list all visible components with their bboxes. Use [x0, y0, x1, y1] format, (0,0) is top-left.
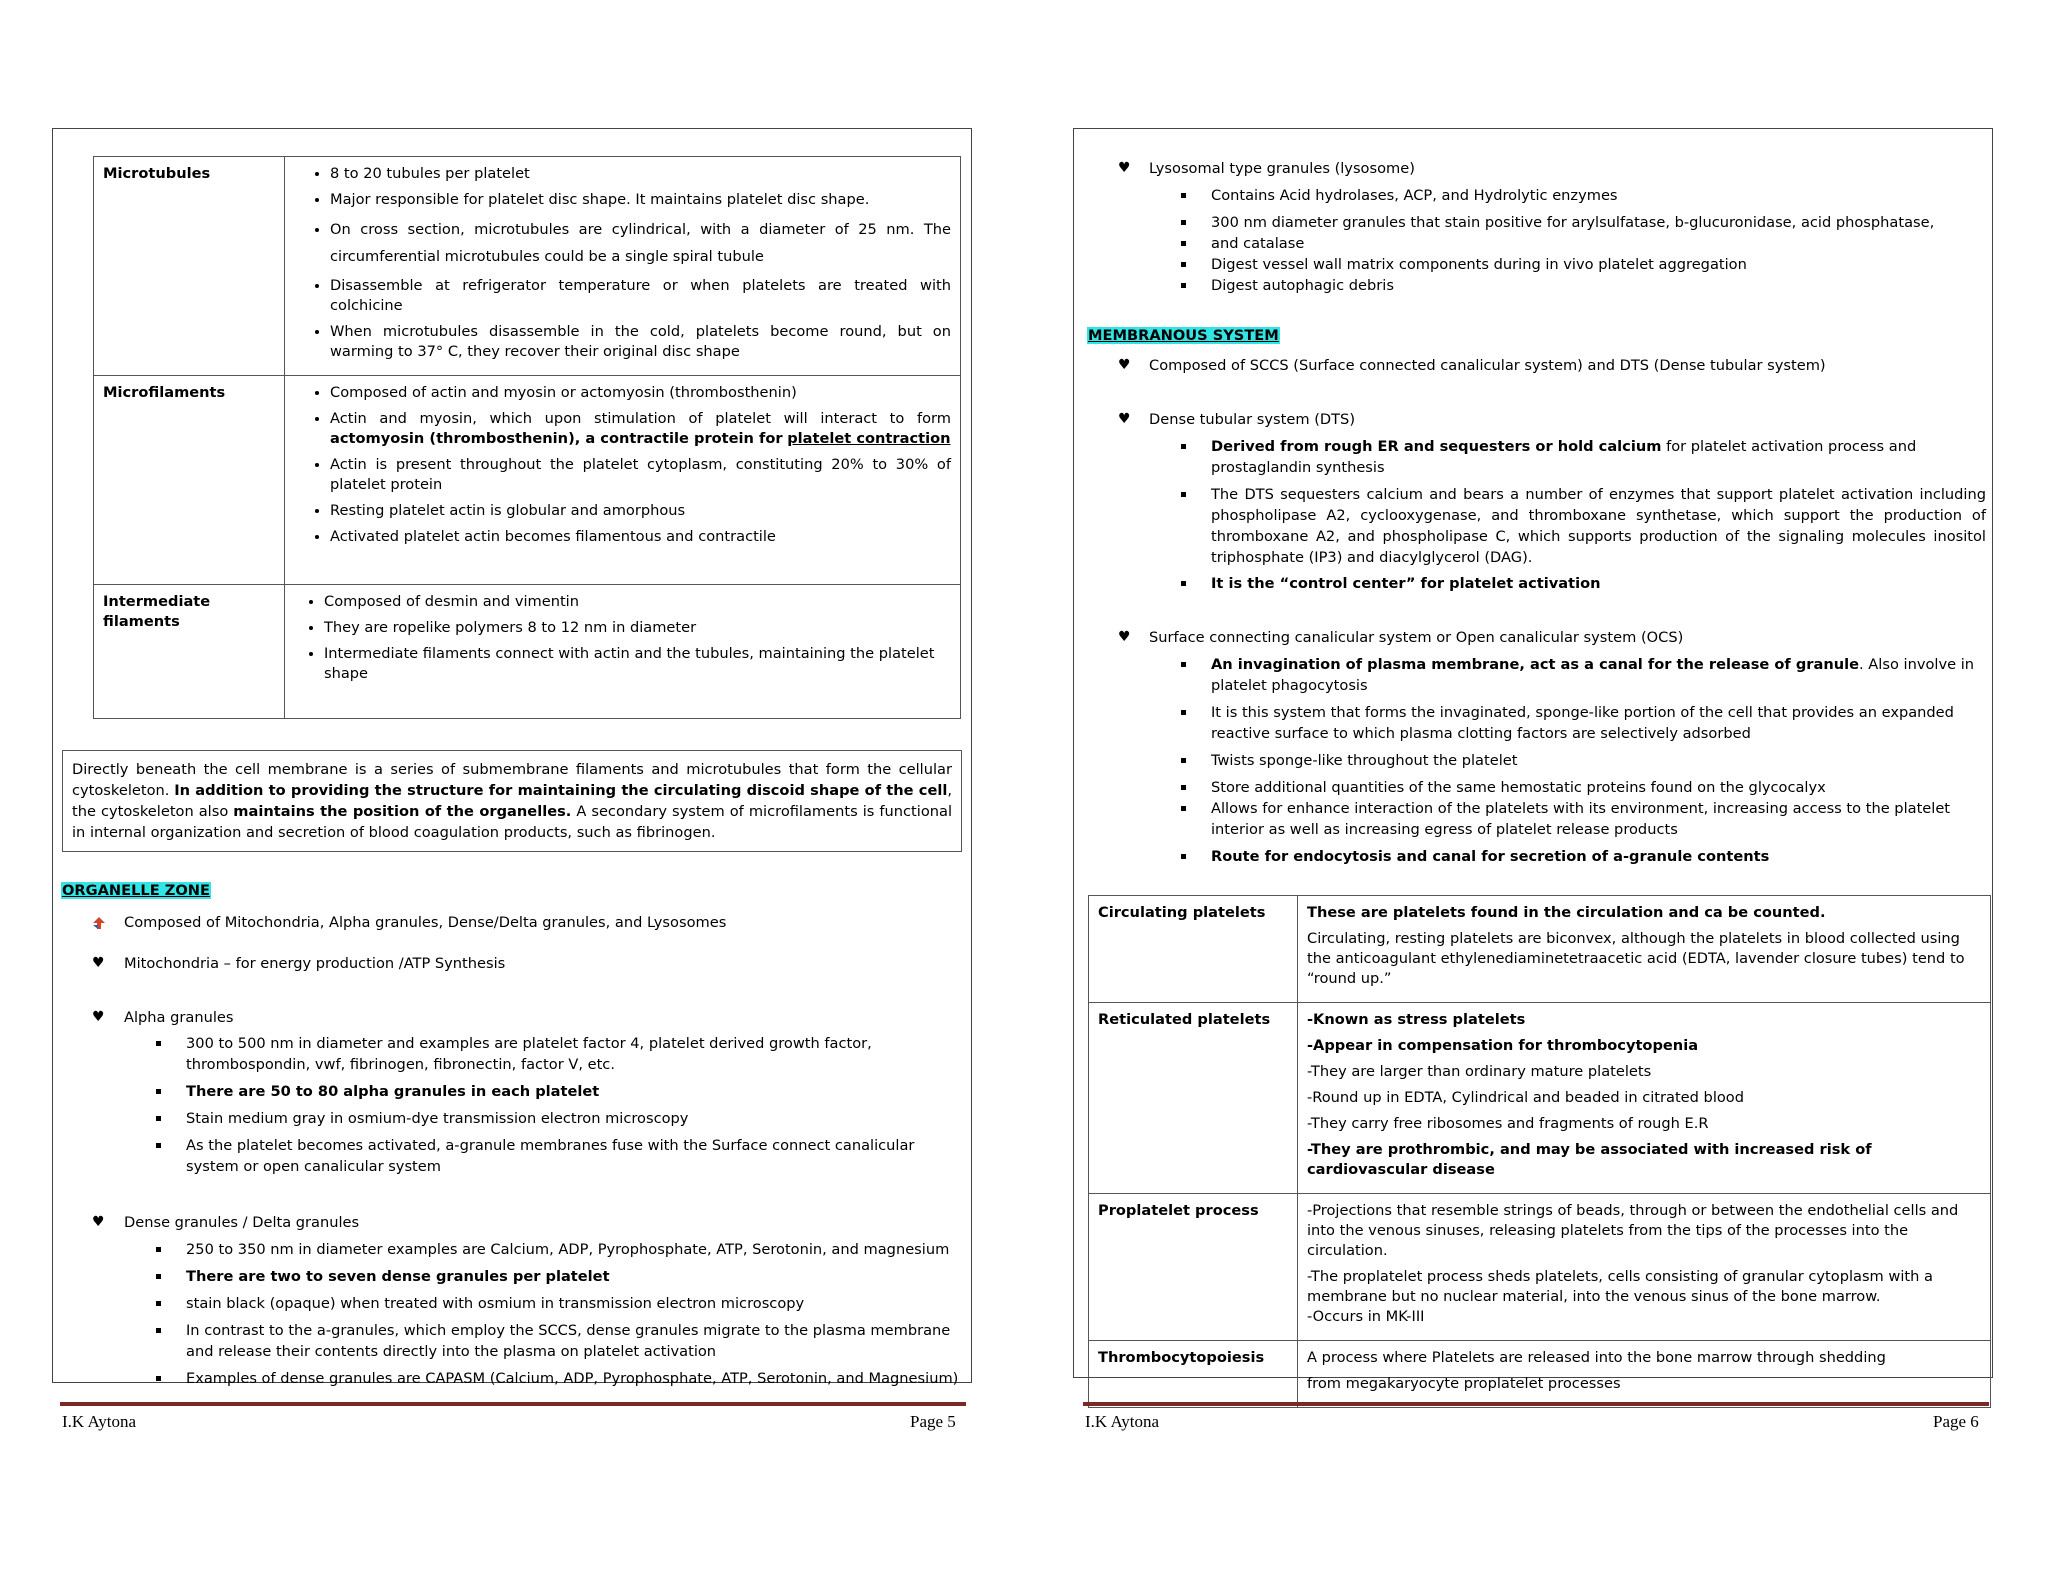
dense-item: stain black (opaque) when treated with osmium in transmission electron microscopy [186, 1295, 805, 1312]
square-bullet-icon [156, 1274, 161, 1279]
list-item: • Actin and myosin, which upon stimulation of platelet will interact to form actomyosin (thrombosthenin), a contractile protein for platelet contraction [330, 409, 951, 449]
ocs-item: Store additional quantities of the same hemostatic proteins found on the glycocalyx [1211, 779, 1826, 796]
platelet-types-table [1088, 895, 1991, 1408]
lysosome-title: Lysosomal type granules (lysosome) [1149, 160, 1415, 177]
page-number: Page 6 [1933, 1412, 1979, 1431]
ocs-item: Route for endocytosis and canal for secretion of a-granule contents [1211, 848, 1770, 865]
row-label: Reticulated platelets [1089, 1003, 1298, 1194]
dense-item: In contrast to the a-granules, which employ the SCCS, dense granules migrate to the plasma membrane and release their contents directly into the plasma on platelet activation [186, 1322, 951, 1360]
section-title-organelle-zone: ORGANELLE ZONE [62, 882, 210, 899]
square-bullet-icon [1181, 785, 1186, 790]
lysosome-item: Digest vessel wall matrix components during in vivo platelet aggregation [1211, 256, 1747, 273]
alpha-item: 300 to 500 nm in diameter and examples are platelet factor 4, platelet derived growth factor, thrombospondin, vwf, fibrinogen, fibronectin, factor V, etc. [186, 1035, 872, 1073]
lysosome-item: 300 nm diameter granules that stain positive for arylsulfatase, b-glucuronidase, acid phosphatase, [1211, 214, 1935, 231]
footer-author: I.K Aytona [1085, 1412, 1159, 1431]
square-bullet-icon [1181, 241, 1186, 246]
square-bullet-icon [156, 1116, 161, 1121]
square-bullet-icon [1181, 220, 1186, 225]
square-bullet-icon [1181, 662, 1186, 667]
lysosome-item: and catalase [1211, 235, 1305, 252]
list-item: • Actin is present throughout the platelet cytoplasm, constituting 20% to 30% of platelet protein [330, 455, 951, 495]
row-label: Intermediate filaments [94, 585, 285, 719]
table-row [94, 157, 961, 376]
square-bullet-icon [1181, 283, 1186, 288]
list-item: • Intermediate filaments connect with actin and the tubules, maintaining the platelet shape [324, 644, 951, 684]
ocs-item: It is this system that forms the invaginated, sponge-like portion of the cell that provides an expanded reactive surface to which plasma clotting factors are selectively adsorbed [1211, 704, 1954, 742]
microtubules-list [294, 164, 951, 362]
lysosome-item: Contains Acid hydrolases, ACP, and Hydrolytic enzymes [1211, 187, 1618, 204]
list-item: • Composed of desmin and vimentin [324, 592, 951, 612]
list-item: • They are ropelike polymers 8 to 12 nm in diameter [324, 618, 951, 638]
page-number: Page 5 [910, 1412, 956, 1431]
ocs-title: Surface connecting canalicular system or Open canalicular system (OCS) [1149, 629, 1684, 646]
list-item: • 8 to 20 tubules per platelet [330, 164, 951, 184]
square-bullet-icon [1181, 710, 1186, 715]
square-bullet-icon [1181, 581, 1186, 586]
alpha-item: As the platelet becomes activated, a-granule membranes fuse with the Surface connect canalicular system or open canalicular system [186, 1137, 915, 1175]
intermediate-filaments-list [294, 592, 951, 684]
alpha-granules-title: Alpha granules [124, 1009, 234, 1026]
square-bullet-icon [1181, 444, 1186, 449]
lysosome-item: Digest autophagic debris [1211, 277, 1394, 294]
membranous-composed-text: Composed of SCCS (Surface connected canalicular system) and DTS (Dense tubular system) [1149, 357, 1826, 374]
row-label: Thrombocytopoiesis [1089, 1341, 1298, 1408]
list-item: • Composed of actin and myosin or actomyosin (thrombosthenin) [330, 383, 951, 403]
square-bullet-icon [1181, 758, 1186, 763]
table-row: Reticulated platelets -Known as stress platelets -Appear in compensation for thrombocytopenia -They are larger than ordinary mature platelets -Round up in EDTA, Cylindrical and beaded in citrated blood -They carry free ribosomes and fragments of rough E.R -They are prothrombic, and may be associated with increased risk of cardiovascular disease [1089, 1003, 1991, 1194]
list-item: • Disassemble at refrigerator temperature or when platelets are treated with colchicine [330, 276, 951, 316]
square-bullet-icon [156, 1041, 161, 1046]
dts-item: Derived from rough ER and sequesters or hold calcium for platelet activation process and prostaglandin synthesis [1211, 438, 1917, 476]
microfilaments-list [294, 383, 951, 547]
square-bullet-icon [156, 1328, 161, 1333]
row-label: Microtubules [94, 157, 285, 376]
square-bullet-icon [156, 1301, 161, 1306]
dense-item: There are two to seven dense granules per platelet [186, 1268, 610, 1285]
dts-item: The DTS sequesters calcium and bears a number of enzymes that support platelet activation including phospholipase A2, cyclooxygenase, and thromboxane synthetase, which support the production of thromboxane A2, and phospholipase C, which supports production of the signaling molecules inositol triphosphate (IP3) and diacylglycerol (DAG). [1211, 486, 1986, 566]
ocs-item: Twists sponge-like throughout the platelet [1211, 752, 1518, 769]
list-item: • Major responsible for platelet disc shape. It maintains platelet disc shape. [330, 190, 951, 210]
heart-bullet-icon: ♥ [92, 955, 105, 971]
arrow-bullet-icon [92, 916, 106, 930]
table-row: Proplatelet process -Projections that resemble strings of beads, through or between the endothelial cells and into the venous sinuses, releasing platelets from the tips of the processes into the circulation. -The proplatelet process sheds platelets, cells consisting of granular cytoplasm with a membrane but no nuclear material, into the venous sinus of the bone marrow. -Occurs in MK-III [1089, 1194, 1991, 1341]
square-bullet-icon [1181, 806, 1186, 811]
footer-rule [1083, 1402, 1989, 1406]
organelle-composed-text: Composed of Mitochondria, Alpha granules, Dense/Delta granules, and Lysosomes [124, 914, 727, 931]
square-bullet-icon [1181, 193, 1186, 198]
square-bullet-icon [156, 1247, 161, 1252]
table-row: Thrombocytopoiesis A process where Platelets are released into the bone marrow through shedding from megakaryocyte proplatelet processes [1089, 1341, 1991, 1408]
alpha-item: There are 50 to 80 alpha granules in each platelet [186, 1083, 600, 1100]
ocs-item: An invagination of plasma membrane, act as a canal for the release of granule. Also involve in platelet phagocytosis [1211, 656, 1974, 694]
cytoskeleton-table [93, 156, 961, 719]
dense-item: 250 to 350 nm in diameter examples are Calcium, ADP, Pyrophosphate, ATP, Serotonin, and magnesium [186, 1241, 950, 1258]
row-label: Microfilaments [94, 376, 285, 585]
square-bullet-icon [1181, 262, 1186, 267]
square-bullet-icon [156, 1089, 161, 1094]
footer-author: I.K Aytona [62, 1412, 136, 1431]
mitochondria-text: Mitochondria – for energy production /ATP Synthesis [124, 955, 506, 972]
list-item: • When microtubules disassemble in the cold, platelets become round, but on warming to 37° C, they recover their original disc shape [330, 322, 951, 362]
list-item: • On cross section, microtubules are cylindrical, with a diameter of 25 nm. The circumferential microtubules could be a single spiral tubule [330, 216, 951, 270]
heart-bullet-icon: ♥ [1118, 160, 1131, 176]
heart-bullet-icon: ♥ [1118, 357, 1131, 373]
square-bullet-icon [156, 1376, 161, 1381]
table-row [94, 585, 961, 719]
heart-bullet-icon: ♥ [92, 1214, 105, 1230]
dts-item: It is the “control center” for platelet activation [1211, 575, 1601, 592]
square-bullet-icon [1181, 854, 1186, 859]
dense-granules-title: Dense granules / Delta granules [124, 1214, 360, 1231]
square-bullet-icon [1181, 492, 1186, 497]
cytoskeleton-note-box: Directly beneath the cell membrane is a series of submembrane filaments and microtubules that form the cellular cytoskeleton. In addition to providing the structure for maintaining the circulating discoid shape of the cell, the cytoskeleton also maintains the position of the organelles. A secondary system of microfilaments is functional in internal organization and secretion of blood coagulation products, such as fibrinogen. [62, 750, 962, 852]
row-label: Circulating platelets [1089, 896, 1298, 1003]
row-label: Proplatelet process [1089, 1194, 1298, 1341]
alpha-item: Stain medium gray in osmium-dye transmission electron microscopy [186, 1110, 689, 1127]
list-item: • Resting platelet actin is globular and amorphous [330, 501, 951, 521]
table-row: Circulating platelets These are platelets found in the circulation and ca be counted. Circulating, resting platelets are biconvex, although the platelets in blood collected using the anticoagulant ethylenediaminetetraacetic acid (EDTA, lavender closure tubes) tend to “round up.” [1089, 896, 1991, 1003]
section-title-membranous-system: MEMBRANOUS SYSTEM [1088, 327, 1279, 344]
dense-item: Examples of dense granules are CAPASM (Calcium, ADP, Pyrophosphate, ATP, Serotonin, and Magnesium) [186, 1370, 959, 1387]
heart-bullet-icon: ♥ [1118, 629, 1131, 645]
heart-bullet-icon: ♥ [1118, 411, 1131, 427]
square-bullet-icon [156, 1143, 161, 1148]
list-item: • Activated platelet actin becomes filamentous and contractile [330, 527, 951, 547]
footer-rule [60, 1402, 966, 1406]
table-row [94, 376, 961, 585]
dts-title: Dense tubular system (DTS) [1149, 411, 1356, 428]
heart-bullet-icon: ♥ [92, 1009, 105, 1025]
ocs-item: Allows for enhance interaction of the platelets with its environment, increasing access to the platelet interior as well as increasing egress of platelet release products [1211, 800, 1951, 838]
